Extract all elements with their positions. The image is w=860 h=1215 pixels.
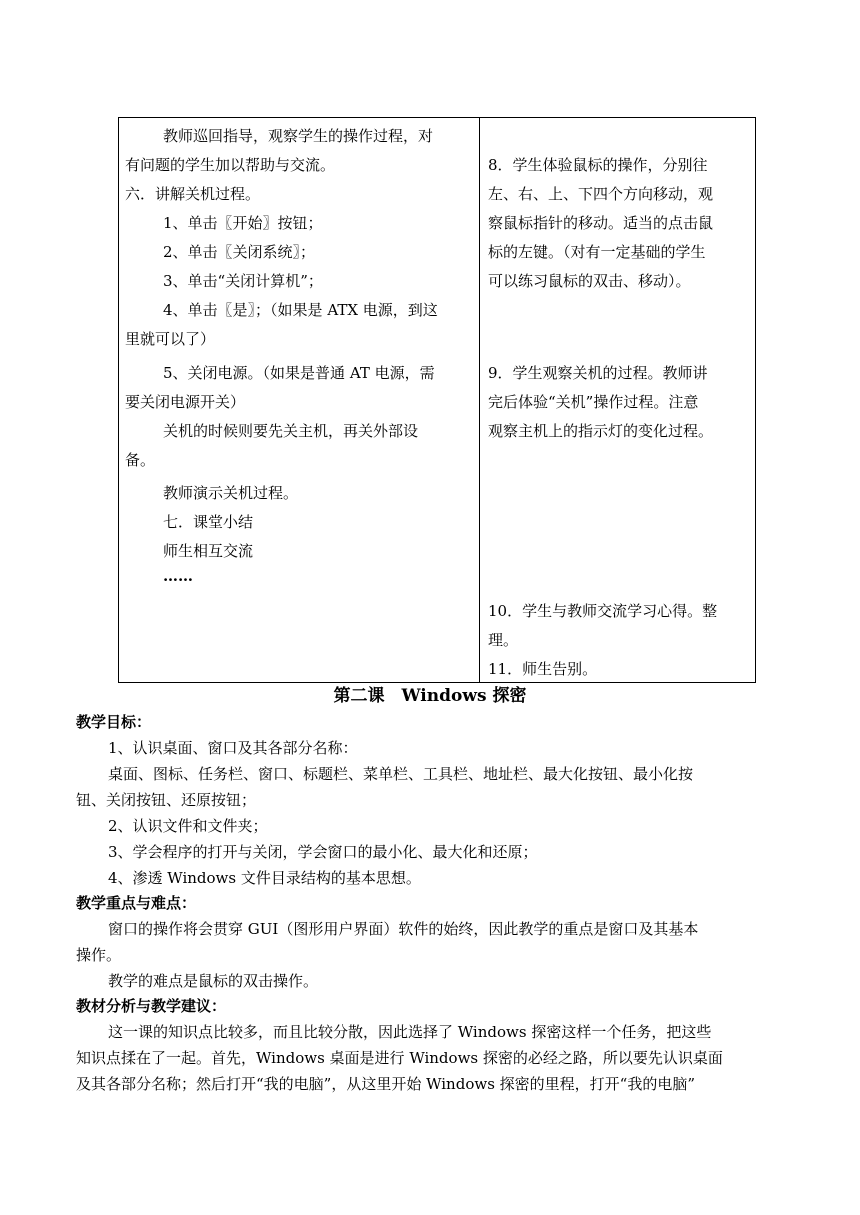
table-line: 1、单击〖开始〗按钮； [163,214,323,232]
table-line: 3、单击“关闭计算机”； [163,272,323,290]
table-line: 有问题的学生加以帮助与交流。 [125,156,336,174]
analysis-line: 这一课的知识点比较多，而且比较分散，因此选择了 Windows 探密这样一个任务，把这些 [108,1023,712,1041]
lesson-title: 第二课 Windows 探密 [333,686,527,706]
table-line: 观察主机上的指示灯的变化过程。 [488,422,714,440]
goals-heading: 教学目标： [76,713,152,731]
lesson-table [118,117,756,683]
table-line: …… [163,567,193,585]
table-line: 察鼠标指针的移动。适当的点击鼠 [488,214,714,232]
goal-line: 2、认识文件和文件夹； [108,817,268,835]
table-line: 11．师生告别。 [488,660,598,678]
table-line: 5、关闭电源。（如果是普通 AT 电源，需 [163,364,435,382]
table-line: 8．学生体验鼠标的操作，分别往 [488,156,708,174]
key-line: 操作。 [76,946,122,964]
analysis-line: 及其各部分名称；然后打开“我的电脑”，从这里开始 Windows 探密的里程，打开“我的电脑” [76,1075,695,1093]
goal-line: 桌面、图标、任务栏、窗口、标题栏、菜单栏、工具栏、地址栏、最大化按钮、最小化按 [108,765,694,783]
key-line: 教学的难点是鼠标的双击操作。 [108,972,319,990]
table-line: 七．课堂小结 [163,513,254,531]
goal-line: 1、认识桌面、窗口及其各部分名称： [108,739,358,757]
table-line: 完后体验“关机”操作过程。注意 [488,393,699,411]
table-cell-student [480,118,756,682]
table-line: 教师演示关机过程。 [163,484,299,502]
table-line: 备。 [125,451,156,469]
table-line: 教师巡回指导，观察学生的操作过程，对 [163,127,434,145]
goal-line: 钮、关闭按钮、还原按钮； [76,791,257,809]
key-heading: 教学重点与难点： [76,894,197,912]
key-line: 窗口的操作将会贯穿 GUI（图形用户界面）软件的始终，因此教学的重点是窗口及其基本 [108,920,699,938]
goal-line: 4、渗透 Windows 文件目录结构的基本思想。 [108,869,421,887]
table-line: 六．讲解关机过程。 [125,185,261,203]
table-line: 关机的时候则要先关主机，再关外部设 [163,422,419,440]
table-line: 里就可以了） [125,330,216,348]
table-cell-teacher [119,118,479,682]
table-line: 师生相互交流 [163,542,254,560]
table-line: 10．学生与教师交流学习心得。整 [488,602,718,620]
table-line: 2、单击〖关闭系统〗； [163,243,316,261]
goal-line: 3、学会程序的打开与关闭，学会窗口的最小化、最大化和还原； [108,843,538,861]
analysis-line: 知识点揉在了一起。首先，Windows 桌面是进行 Windows 探密的必经之路，所以要先认识桌面 [76,1049,723,1067]
table-line: 要关闭电源开关） [125,393,246,411]
table-line: 理。 [488,631,519,649]
table-line: 可以练习鼠标的双击、移动）。 [488,272,691,290]
table-line: 9．学生观察关机的过程。教师讲 [488,364,708,382]
analysis-heading: 教材分析与教学建议： [76,997,227,1015]
table-line: 标的左键。（对有一定基础的学生 [488,243,706,261]
table-line: 左、右、上、下四个方向移动，观 [488,185,714,203]
table-line: 4、单击〖是〗；（如果是 ATX 电源，到这 [163,301,438,319]
